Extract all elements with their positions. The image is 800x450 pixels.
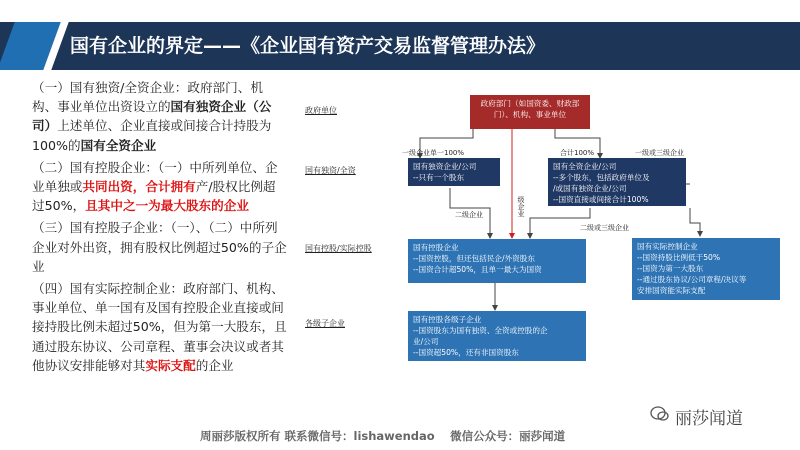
- level2-right-label: 二级或三级企业: [580, 224, 629, 232]
- row-label-subsidiary: 各级子企业: [305, 319, 345, 328]
- state-holding-box: 国有控股企业 --国资控股，但还包括民企/外资股东 --国资合计超50%，且单一最大为国资: [408, 239, 586, 283]
- row-label-holding: 国有控股/实际控股: [305, 244, 372, 253]
- ownership-diagram: [290, 78, 795, 423]
- definition-1: （一）国有独资/全资企业：政府部门、机构、事业单位出资设立的国有独资企业（公司）上述单位、企业直接或间接合计持股为100%的国有全资企业: [32, 80, 272, 153]
- subsidiary-box: 国有控股各级子企业 --国资股东为国有独资、全资或控股的企 业/公司 --国资超50%，还有非国资股东: [408, 311, 586, 361]
- vertical-level-label: 级企业: [517, 196, 525, 217]
- actual-control-box: 国有实际控制企业 --国资持股比例低于50% --国资为第一大股东 --通过股东协议/公司章程/决议等 安排国资能实际支配: [632, 238, 780, 300]
- definition-2: （二）国有控股企业：（一）中所列单位、企业单独或共同出资，合计拥有产/股权比例超过50%，且其中之一为最大股东的企业: [32, 159, 278, 214]
- edge-to-actual: [690, 208, 700, 236]
- definition-4: （四）国有实际控制企业：政府部门、机构、事业单位、单一国有及国有控股企业直接或间接持股比例未超过50%，但为第一大股东，且通过股东协议、公司章程、董事会决议或者其他协议安排能够对其实际支配的企业: [32, 281, 287, 373]
- definition-3: （三）国有控股子企业：（一）、（二）中所列企业对外出资，拥有股权比例超过50%的子企业: [32, 220, 287, 274]
- full-owned-box: 国有全资企业/公司 --多个股东，包括政府单位及 /或国有独资企业/公司 --国资直接或间接合计100%: [548, 158, 686, 206]
- page-title: 国有企业的界定——《企业国有资产交易监督管理办法》: [70, 35, 546, 57]
- government-box: 政府部门（如国资委、财政部 门）、机构、事业单位: [470, 95, 590, 129]
- footer-copyright: 周丽莎版权所有 联系微信号：lishawendao 微信公众号：丽莎闻道: [200, 429, 566, 443]
- row-label-government: 政府单位: [305, 106, 337, 115]
- edge-label-combined: 合计100%: [560, 149, 595, 157]
- edge-label-single: 单一100%: [430, 149, 465, 157]
- wechat-icon: [650, 404, 670, 424]
- level1-right-label: 一级或三级企业: [635, 149, 684, 157]
- sole-owned-box: 国有独资企业/公司 --只有一个股东: [408, 158, 500, 186]
- row-label-sole-full: 国有独资/全资: [305, 166, 356, 175]
- level1-left-label: 一级企业: [402, 149, 430, 157]
- definitions-text: [32, 78, 287, 378]
- level2-left-label: 二级企业: [455, 211, 483, 219]
- title-banner: [0, 22, 800, 70]
- watermark-brand: 丽莎闻道: [675, 409, 743, 429]
